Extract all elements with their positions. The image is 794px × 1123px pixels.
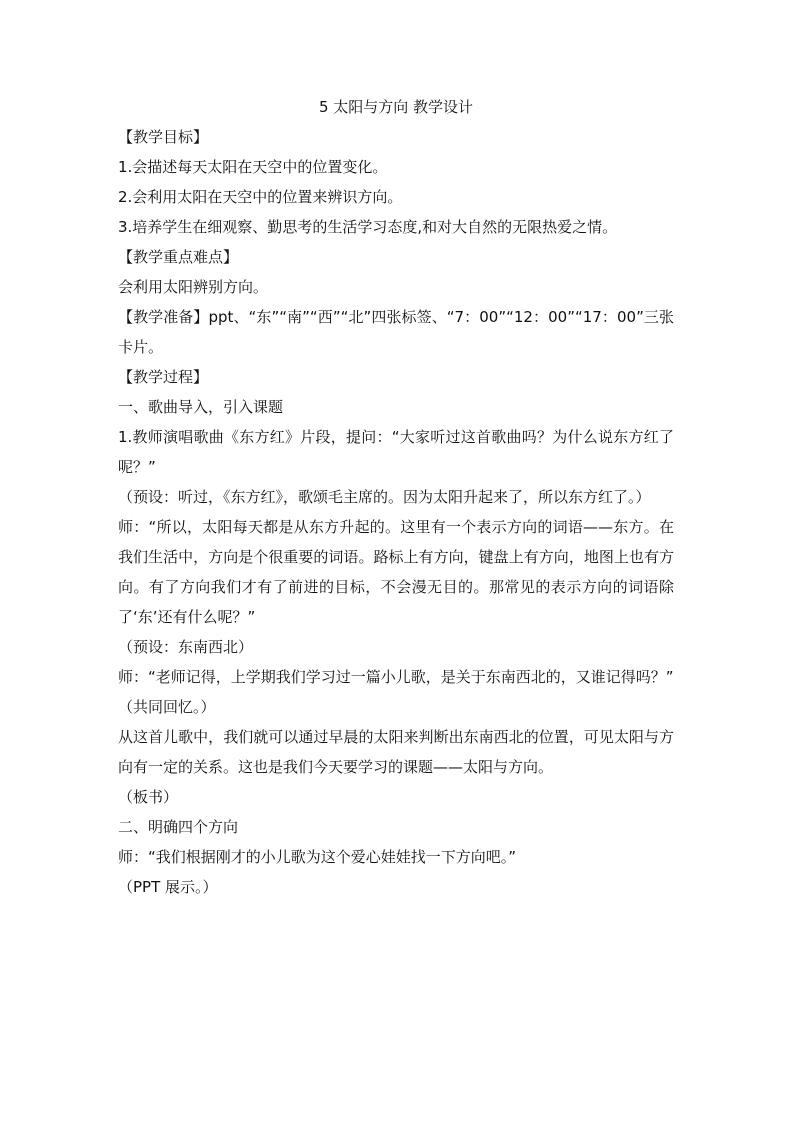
objective-item: 2.会利用太阳在天空中的位置来辨识方向。 [118, 188, 403, 206]
objective-item: 1.会描述每天太阳在天空中的位置变化。 [118, 158, 388, 176]
objective-item: 3.培养学生在细观察、勤思考的生活学习态度,和对大自然的无限热爱之情。 [118, 218, 618, 236]
paragraph: 师：“所以，太阳每天都是从东方升起的。这里有一个表示方向的词语——东方。在我们生活中，方向是个很重要的词语。路标上有方向，键盘上有方向，地图上也有方向。有了方向我们才有了前进的目标，不会漫无目的。那常见的表示方向的词语除了‘东’还有什么呢？” [118, 518, 674, 626]
paragraph: 师：“我们根据刚才的小儿歌为这个爱心娃娃找一下方向吧。” [118, 848, 517, 866]
process-heading: 【教学过程】 [118, 368, 209, 386]
preparation-paragraph: 【教学准备】ppt、“东”“南”“西”“北”四张标签、“7：00”“12：00”“17：00”三张卡片。 [118, 308, 674, 356]
paragraph: （共同回忆。） [118, 698, 216, 716]
paragraph: 从这首儿歌中，我们就可以通过早晨的太阳来判断出东南西北的位置，可见太阳与方向有一定的关系。这也是我们今天要学习的课题——太阳与方向。 [118, 728, 674, 776]
paragraph: 师：“老师记得，上学期我们学习过一篇小儿歌，是关于东南西北的，又谁记得吗？” [118, 668, 674, 686]
objectives-heading: 【教学目标】 [118, 128, 209, 146]
paragraph: （预设：听过，《东方红》，歌颂毛主席的。因为太阳升起来了，所以东方红了。） [118, 488, 651, 506]
paragraph: （PPT 展示。） [118, 878, 218, 896]
key-points-heading: 【教学重点难点】 [118, 248, 239, 266]
document-title: 5 太阳与方向 教学设计 [318, 98, 474, 116]
key-points-text: 会利用太阳辨别方向。 [118, 278, 269, 296]
section-heading: 一、歌曲导入，引入课题 [118, 398, 284, 416]
paragraph: （预设：东南西北） [118, 638, 254, 656]
paragraph: （板书） [118, 788, 179, 806]
paragraph: 1.教师演唱歌曲《东方红》片段，提问：“大家听过这首歌曲吗？为什么说东方红了呢？” [118, 428, 674, 476]
section-heading: 二、明确四个方向 [118, 818, 239, 836]
